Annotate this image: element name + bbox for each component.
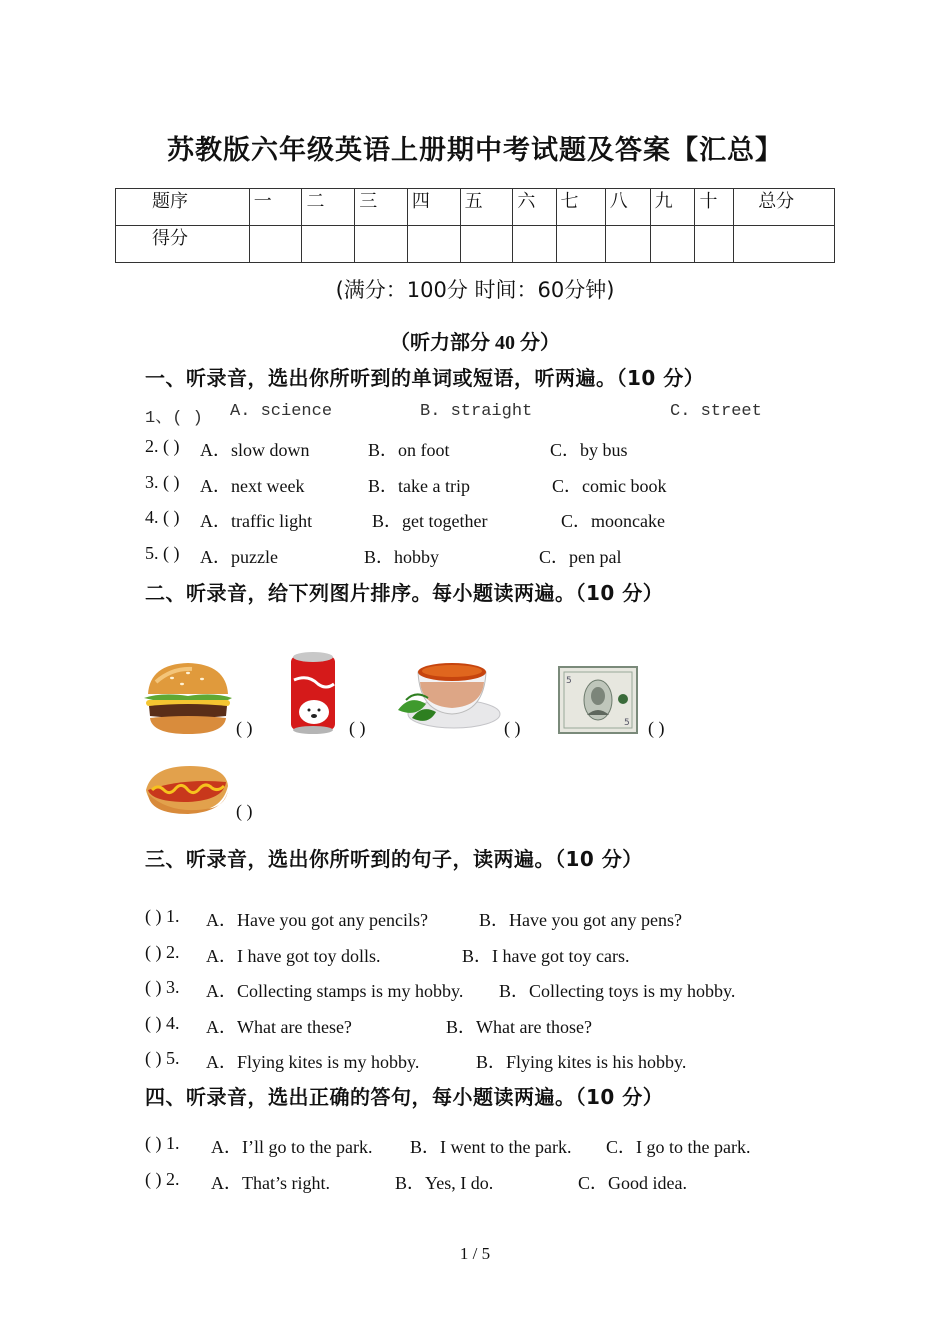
hamburger-icon [142,660,234,736]
score-input-cell[interactable] [249,226,302,263]
page-number: 1 / 5 [459,1244,491,1263]
s1-option-a: A．slow down [200,440,310,460]
s3-option-a: A．Flying kites is my hobby. [206,1052,420,1072]
s1-item-num: 4. ( ) [145,507,180,527]
score-table [115,188,835,263]
s1-option-b: B. straight [420,402,533,421]
score-header-cell: 五 [460,189,513,226]
page-title: 苏教版六年级英语上册期中考试题及答案【汇总】 [167,135,783,166]
s1-option-c: C．mooncake [561,511,665,531]
s1-option-c: C. street [670,402,762,421]
score-input-cell[interactable] [302,226,355,263]
s1-option-c: C．pen pal [539,547,622,567]
s1-option-a: A．puzzle [200,547,278,567]
score-header-cell: 题序 [116,189,250,226]
score-input-cell[interactable] [734,226,835,263]
dollar-bill-denomination: 5 [566,676,572,686]
s3-option-b: B．Collecting toys is my hobby. [499,981,736,1001]
s3-item-num: ( ) 2. [145,942,180,962]
s1-option-b: B．get together [372,511,488,531]
score-input-cell[interactable] [460,226,513,263]
cola-can-icon [288,650,338,736]
s1-option-b: B．hobby [364,547,440,567]
picture-answer-blank[interactable]: ( ) [236,801,253,821]
score-row-label: 得分 [116,226,250,263]
s3-option-b: B．Have you got any pens? [479,910,682,930]
s1-option-c: C．by bus [550,440,628,460]
dollar-bill-icon [557,665,639,735]
score-header-cell: 七 [556,189,605,226]
s3-item-num: ( ) 1. [145,906,180,926]
s4-item-num: ( ) 2. [145,1169,180,1189]
dollar-bill-denomination: 5 [624,718,630,728]
score-input-cell[interactable] [407,226,460,263]
s3-item-num: ( ) 3. [145,977,180,997]
s4-option-c: C．Good idea. [578,1173,687,1193]
score-header-cell: 一 [249,189,302,226]
s1-option-c: C．comic book [552,476,667,496]
full-score-info: (满分：100分 时间：60分钟) [335,278,615,302]
s1-option-a: A. science [230,402,333,421]
section-3-heading: 三、听录音，选出你所听到的句子，读两遍。（10 分） [145,847,643,871]
score-input-cell[interactable] [650,226,695,263]
hot-dog-icon [142,760,232,818]
score-header-cell: 总分 [734,189,835,226]
s4-option-b: B．Yes, I do. [395,1173,494,1193]
picture-answer-blank[interactable]: ( ) [349,718,366,738]
s1-option-a: A．next week [200,476,305,496]
s1-item-num: 5. ( ) [145,543,180,563]
s4-option-c: C．I go to the park. [606,1137,751,1157]
score-input-cell[interactable] [355,226,408,263]
section-1-heading: 一、听录音，选出你所听到的单词或短语，听两遍。（10 分） [145,366,705,390]
score-header-cell: 八 [605,189,650,226]
score-header-cell: 三 [355,189,408,226]
s4-option-a: A．That’s right. [211,1173,330,1193]
s1-option-a: A．traffic light [200,511,313,531]
s1-item-num: 2. ( ) [145,436,180,456]
s3-option-b: B．I have got toy cars. [462,946,630,966]
s3-option-a: A．What are these? [206,1017,352,1037]
score-table-score-row [116,226,835,263]
s1-item-num: 3. ( ) [145,472,180,492]
tea-cup-icon [396,654,504,734]
listening-part-title: （听力部分 40 分） [390,332,560,354]
s1-option-b: B．on foot [368,440,450,460]
score-table-header-row [116,189,835,226]
score-input-cell[interactable] [605,226,650,263]
s1-item-num: 1、( ) [145,409,203,428]
s4-item-num: ( ) 1. [145,1133,180,1153]
s3-option-b: B．What are those? [446,1017,592,1037]
section-4-heading: 四、听录音，选出正确的答句，每小题读两遍。（10 分） [145,1085,664,1109]
score-header-cell: 四 [407,189,460,226]
s3-option-b: B．Flying kites is his hobby. [476,1052,687,1072]
score-header-cell: 二 [302,189,355,226]
s3-item-num: ( ) 4. [145,1013,180,1033]
s3-option-a: A．Have you got any pencils? [206,910,428,930]
score-input-cell[interactable] [695,226,734,263]
picture-answer-blank[interactable]: ( ) [648,718,665,738]
s4-option-a: A．I’ll go to the park. [211,1137,373,1157]
s3-option-a: A．Collecting stamps is my hobby. [206,981,464,1001]
score-input-cell[interactable] [556,226,605,263]
s4-option-b: B．I went to the park. [410,1137,572,1157]
picture-answer-blank[interactable]: ( ) [504,718,521,738]
section-2-heading: 二、听录音，给下列图片排序。每小题读两遍。（10 分） [145,581,664,605]
score-input-cell[interactable] [513,226,556,263]
s3-option-a: A．I have got toy dolls. [206,946,381,966]
s1-option-b: B．take a trip [368,476,470,496]
score-header-cell: 九 [650,189,695,226]
score-header-cell: 十 [695,189,734,226]
s3-item-num: ( ) 5. [145,1048,180,1068]
picture-answer-blank[interactable]: ( ) [236,718,253,738]
score-header-cell: 六 [513,189,556,226]
